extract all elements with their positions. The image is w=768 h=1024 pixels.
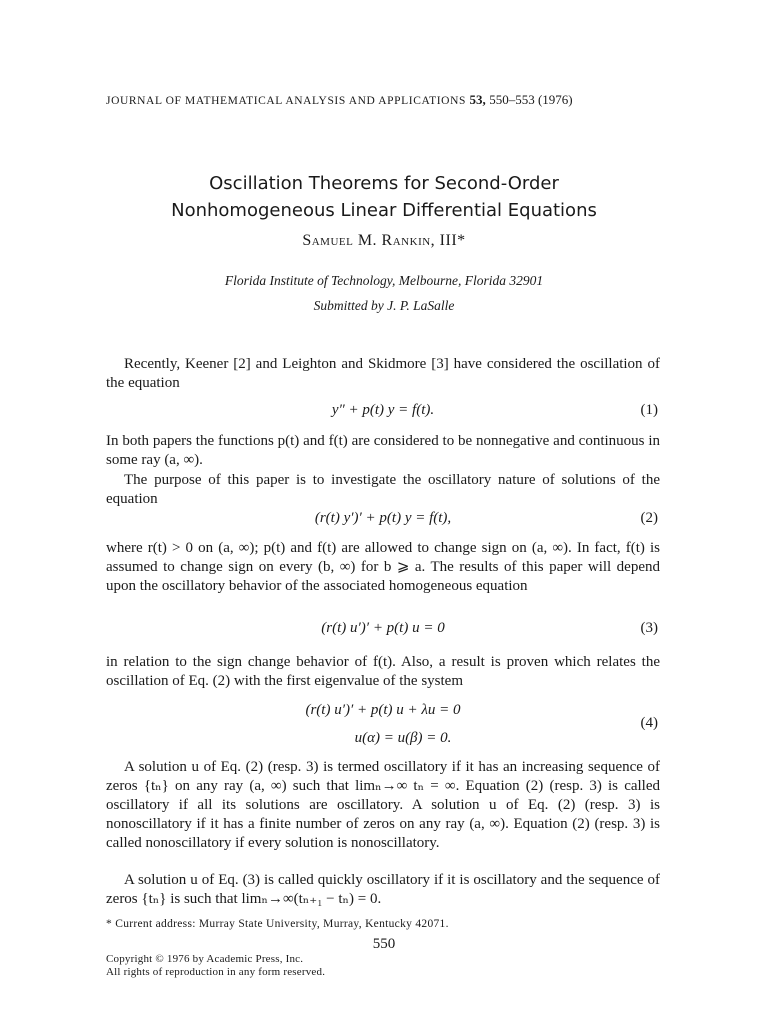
equation-1-expr: y″ + p(t) y = f(t). [331,402,435,418]
equation-1 [106,402,660,422]
journal-volume: 53, [469,92,486,107]
paragraph-purpose: The purpose of this paper is to investigate the oscillatory nature of solutions of the equation [106,472,660,507]
paper-title [0,170,768,224]
equation-3 [106,620,660,640]
copyright-line-2: All rights of reproduction in any form reserved. [106,966,326,978]
title-line-1: Oscillation Theorems for Second-Order [209,173,559,194]
equation-2-expr: (r(t) y′)′ + p(t) y = f(t), [314,510,452,526]
author: Samuel M. Rankin, III* [302,232,466,249]
equation-4b-expr: u(α) = u(β) = 0. [354,730,452,746]
paragraph-relation: in relation to the sign change behavior of f(t). Also, a result is proven which relates the oscillation of Eq. (2) with the first eigenvalue of the system [106,654,660,689]
affiliation: Florida Institute of Technology, Melbourne, Florida 32901 [224,273,544,288]
paragraph-definition-oscillatory: A solution u of Eq. (2) (resp. 3) is termed oscillatory if it has an increasing sequence of zeros {tₙ} on any ray (a, ∞) such that limₙ→∞ tₙ = ∞. Equation (2) (resp. 3) is called oscillatory if all its solutions are oscillatory. A solution u of Eq. (2) (resp. 3) is nonoscillatory if it has a finite number of zeros on any ray (a, ∞). Equation (2) (resp. 3) is called nonoscillatory if every solution is nonoscillatory. [106,759,660,851]
equation-2 [106,510,660,530]
equation-4b [106,730,660,750]
journal-pages: 550–553 (1976) [489,92,573,107]
footnote: * Current address: Murray State University, Murray, Kentucky 42071. [106,918,449,930]
equation-4a-expr: (r(t) u′)′ + p(t) u + λu = 0 [305,702,461,718]
copyright-line-1: Copyright © 1976 by Academic Press, Inc. [106,953,304,965]
copyright [106,953,325,979]
equation-3-expr: (r(t) u′)′ + p(t) u = 0 [321,620,445,636]
paragraph-intro: Recently, Keener [2] and Leighton and Skidmore [3] have considered the oscillation of the equation [106,356,660,391]
page-number: 550 [372,936,396,952]
title-line-2: Nonhomogeneous Linear Differential Equations [171,200,597,221]
journal-header [106,92,573,108]
equation-2-number: (2) [640,510,658,526]
equation-4-number: (4) [640,715,658,731]
equation-1-number: (1) [640,402,658,418]
equation-3-number: (3) [640,620,658,636]
paragraph-where: where r(t) > 0 on (a, ∞); p(t) and f(t) are allowed to change sign on (a, ∞). In fact, f(t) is assumed to change sign on every (b, ∞) for b ⩾ a. The results of this paper will depend upon the oscillatory behavior of the associated homogeneous equation [106,540,660,594]
journal-name: JOURNAL OF MATHEMATICAL ANALYSIS AND APPLICATIONS [106,95,466,107]
paragraph-quickly-oscillatory: A solution u of Eq. (3) is called quickly oscillatory if it is oscillatory and the sequence of zeros {tₙ} is such that limₙ→∞(tₙ₊₁ − tₙ) = 0. [106,872,660,907]
paragraph-both-papers: In both papers the functions p(t) and f(t) are considered to be nonnegative and continuous in some ray (a, ∞). [106,433,660,468]
submitted-by: Submitted by J. P. LaSalle [313,298,455,313]
